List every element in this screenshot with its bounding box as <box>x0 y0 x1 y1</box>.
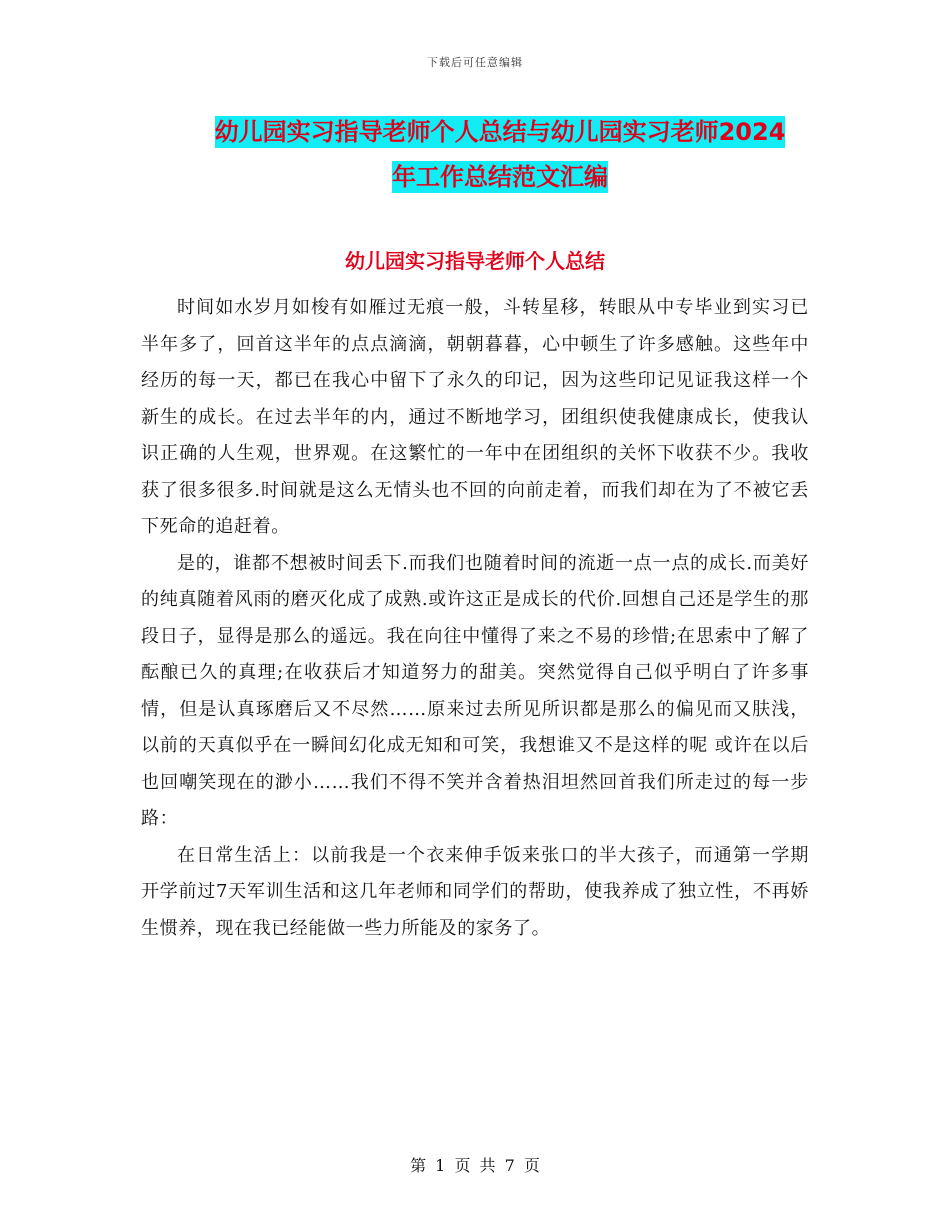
header-note: 下载后可任意编辑 <box>427 56 523 69</box>
section-title: 幼儿园实习指导老师个人总结 <box>345 249 605 273</box>
body-text <box>141 290 809 947</box>
paragraph: 是的，谁都不想被时间丢下.而我们也随着时间的流逝一点一点的成长.而美好的纯真随着风雨的磨灭化成了成熟.或许这正是成长的代价.回想自己还是学生的那段日子，显得是那么的遥远。我在向往中懂得了来之不易的珍惜;在思索中了解了酝酿已久的真理;在收获后才知道努力的甜美。突然觉得自己似乎明白了许多事情，但是认真琢磨后又不尽然……原来过去所见所识都是那么的偏见而又肤浅，以前的天真似乎在一瞬间幻化成无知和可笑，我想谁又不是这样的呢 或许在以后也回嘲笑现在的渺小……我们不得不笑并含着热泪坦然回首我们所走过的每一步路： <box>141 552 809 829</box>
page-footer: 第 1 页 共 7 页 <box>410 1156 540 1175</box>
document-title-line-1: 幼儿园实习指导老师个人总结与幼儿园实习老师2024 <box>214 118 786 146</box>
document-title-line-2: 年工作总结范文汇编 <box>392 163 608 191</box>
document-title <box>140 110 860 200</box>
paragraph: 在日常生活上：以前我是一个衣来伸手饭来张口的半大孩子，而通第一学期开学前过7天军训生活和这几年老师和同学们的帮助，使我养成了独立性，不再娇生惯养，现在我已经能做一些力所能及的家务了。 <box>141 844 809 939</box>
paragraph: 时间如水岁月如梭有如雁过无痕一般，斗转星移，转眼从中专毕业到实习已半年多了，回首这半年的点点滴滴，朝朝暮暮，心中顿生了许多感触。这些年中经历的每一天，都已在我心中留下了永久的印记，因为这些印记见证我这样一个新生的成长。在过去半年的内，通过不断地学习，团组织使我健康成长，使我认识正确的人生观，世界观。在这繁忙的一年中在团组织的关怀下收获不少。我收获了很多很多.时间就是这么无情头也不回的向前走着，而我们却在为了不被它丢下死命的追赶着。 <box>141 297 809 537</box>
